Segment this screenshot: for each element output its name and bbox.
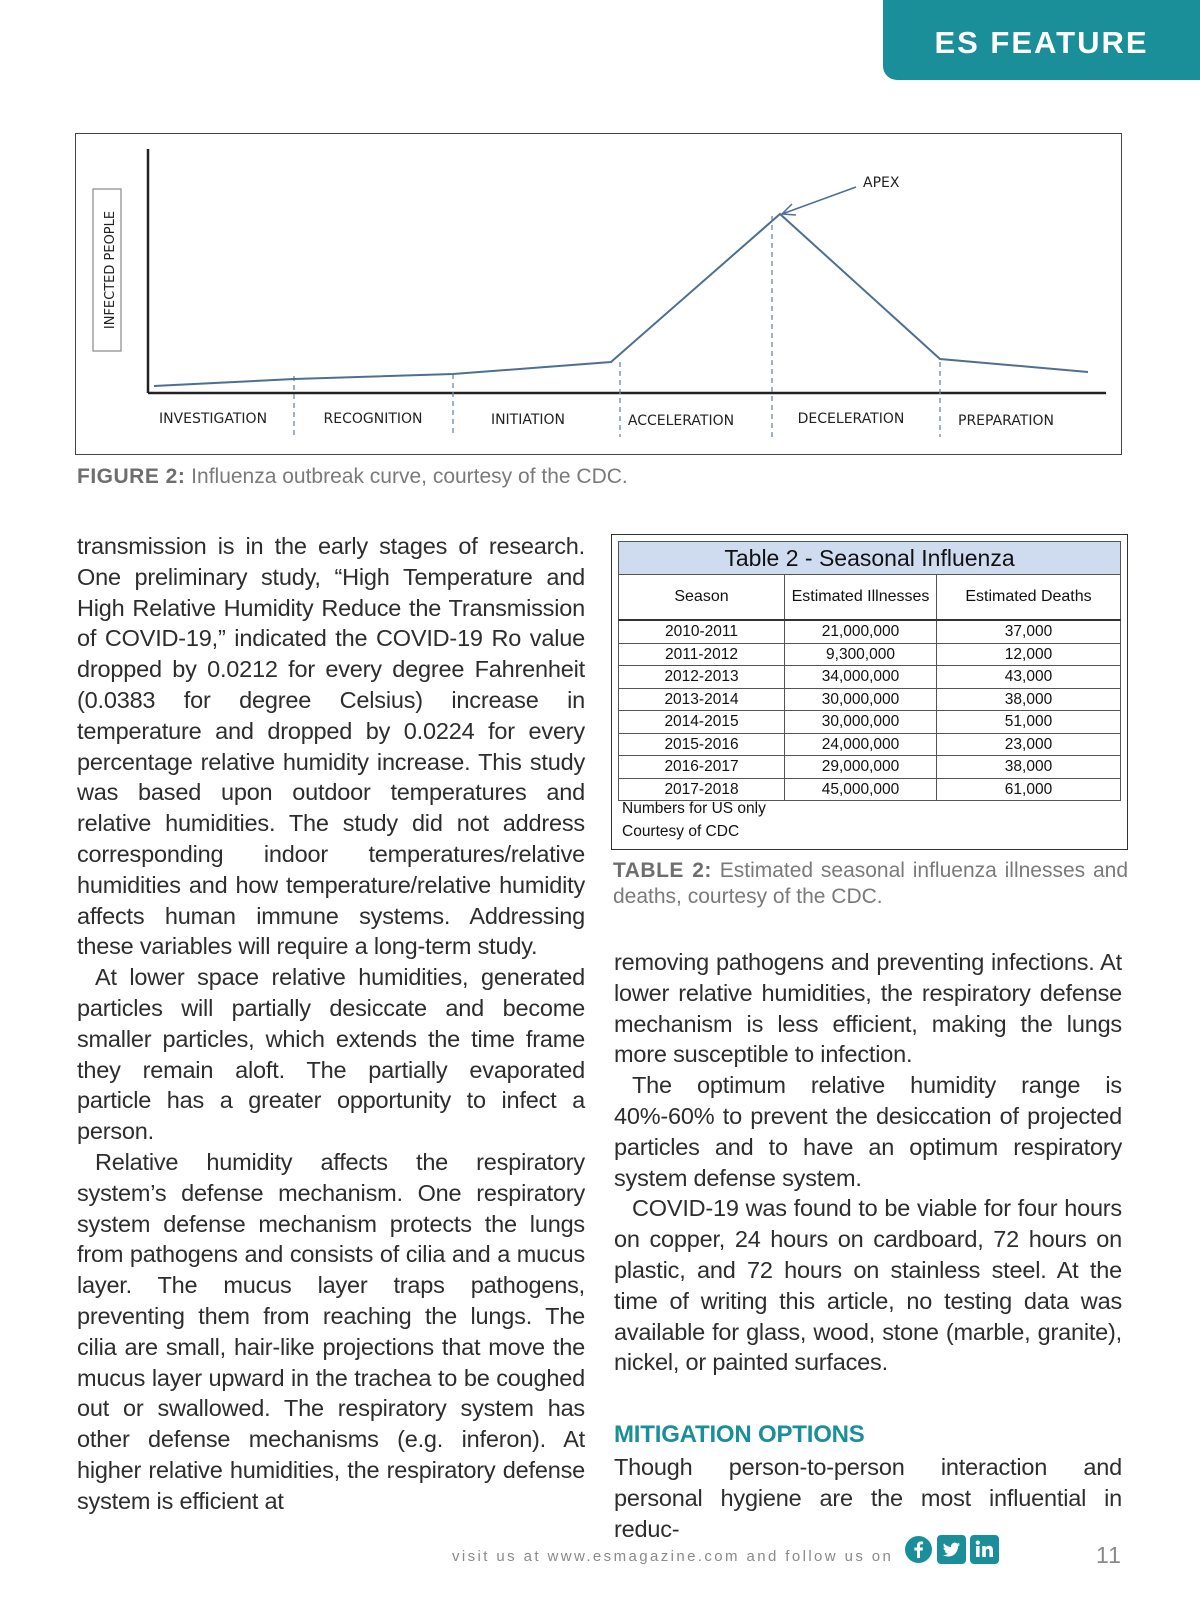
table-cell: 2015-2016: [619, 733, 785, 756]
table-caption-text: Estimated seasonal influenza illnesses and deaths, courtesy of the CDC.: [613, 859, 1128, 908]
body-column-left: [77, 531, 585, 1517]
body-paragraph: Though person-to-person interaction and personal hygiene are the most influential in reduc-: [614, 1454, 1122, 1542]
mitigation-heading: MITIGATION OPTIONS: [614, 1421, 865, 1448]
table-row: [619, 778, 1121, 801]
table-cell: 21,000,000: [785, 620, 937, 643]
table-header-row: [619, 575, 1121, 621]
body-paragraph: At lower space relative humidities, generated particles will partially desiccate and become smaller particles, which extends the time frame they remain aloft. The partially evaporated particle has a greater opportunity to infect a person.: [77, 964, 585, 1145]
twitter-icon[interactable]: [937, 1535, 966, 1564]
table-cell: 2011-2012: [619, 643, 785, 666]
phase-label-acceleration: ACCELERATION: [627, 413, 735, 429]
facebook-icon[interactable]: [904, 1535, 933, 1564]
section-tab-label: ES FEATURE: [934, 25, 1149, 60]
seasonal-influenza-table: [618, 541, 1121, 801]
table-cell: 43,000: [937, 666, 1121, 689]
outbreak-curve: [154, 214, 1088, 386]
y-axis-label: INFECTED PEOPLE: [103, 210, 118, 330]
table-cell: 38,000: [937, 688, 1121, 711]
section-tab: [883, 0, 1200, 80]
outbreak-curve-svg: [76, 134, 1120, 453]
table-row: [619, 643, 1121, 666]
table-row: [619, 620, 1121, 643]
figure-caption-label: FIGURE 2:: [77, 465, 186, 488]
table-cell: 2012-2013: [619, 666, 785, 689]
table-cell: 2014-2015: [619, 711, 785, 734]
seasonal-influenza-table-box: [611, 534, 1128, 850]
page-number: 11: [1096, 1542, 1122, 1568]
phase-label-investigation: INVESTIGATION: [158, 411, 268, 427]
phase-label-recognition: RECOGNITION: [323, 411, 423, 427]
table-title-row: [619, 542, 1121, 575]
body-paragraph: removing pathogens and preventing infections. At lower relative humidities, the respiratory defense mechanism is less efficient, making the lungs more susceptible to infection.: [614, 949, 1122, 1068]
apex-label: APEX: [863, 175, 900, 191]
body-paragraph: COVID-19 was found to be viable for four hours on copper, 24 hours on cardboard, 72 hours on plastic, and 72 hours on stainless steel. At the time of writing this article, no testing data was available for glass, wood, stone (marble, granite), nickel, or painted surfaces.: [614, 1195, 1122, 1376]
table-cell: 24,000,000: [785, 733, 937, 756]
table-title: Table 2 - Seasonal Influenza: [619, 542, 1121, 575]
table-cell: 2013-2014: [619, 688, 785, 711]
table-cell: 38,000: [937, 756, 1121, 779]
body-paragraph: Relative humidity affects the respiratory system’s defense mechanism. One respiratory system defense mechanism protects the lungs from pathogens and consists of cilia and a mucus layer. The mucus layer traps pathogens, preventing them from reaching the lungs. The cilia are small, hair-like projections that move the mucus layer upward in the trachea to be coughed out or swallowed. The respiratory system has other defense mechanisms (e.g. inferon). At higher relative humidities, the respiratory defense system is efficient at: [77, 1148, 585, 1514]
table-cell: 29,000,000: [785, 756, 937, 779]
apex-arrow: [782, 187, 856, 214]
body-paragraph: transmission is in the early stages of research. One preliminary study, “High Temperature and High Relative Humidity Reduce the Transmission of COVID-19,” indicated the COVID-19 Ro value dropped by 0.0212 for every degree Fahrenheit (0.0383 for degree Celsius) increase in temperature and dropped by 0.0224 for every percentage relative humidity increase. This study was based upon outdoor temperatures and relative humidities. The study did not address corresponding indoor temperatures/relative humidities and how temperature/relative humidity affects human immune systems. Addressing these variables will require a long-term study.: [77, 533, 585, 960]
outbreak-curve-figure: [75, 133, 1122, 455]
table-row: [619, 666, 1121, 689]
table-cell: 45,000,000: [785, 778, 937, 801]
phase-label-deceleration: DECELERATION: [797, 411, 905, 427]
phase-label-preparation: PREPARATION: [958, 413, 1054, 429]
phase-label-initiation: INITIATION: [490, 412, 566, 428]
linkedin-icon[interactable]: [970, 1535, 999, 1564]
table-caption-label: TABLE 2:: [613, 859, 712, 882]
mitigation-column: [614, 1452, 1122, 1544]
body-column-right: [614, 947, 1122, 1378]
table-cell: 34,000,000: [785, 666, 937, 689]
table-cell: 30,000,000: [785, 711, 937, 734]
table-row: [619, 688, 1121, 711]
table-row: [619, 756, 1121, 779]
table-cell: 37,000: [937, 620, 1121, 643]
table-note-courtesy: Courtesy of CDC: [622, 823, 740, 840]
body-paragraph: The optimum relative humidity range is 40%-60% to prevent the desiccation of projected particles and to have an optimum respiratory system defense system.: [614, 1072, 1122, 1191]
table-cell: 30,000,000: [785, 688, 937, 711]
table-cell: 23,000: [937, 733, 1121, 756]
table-cell: 2017-2018: [619, 778, 785, 801]
table-cell: 2016-2017: [619, 756, 785, 779]
table-cell: 9,300,000: [785, 643, 937, 666]
figure-caption: [77, 464, 628, 490]
table-cell: 2010-2011: [619, 620, 785, 643]
table-cell: 12,000: [937, 643, 1121, 666]
table-row: [619, 711, 1121, 734]
table-cell: 61,000: [937, 778, 1121, 801]
figure-caption-text: Influenza outbreak curve, courtesy of the CDC.: [185, 465, 628, 488]
table-caption: [613, 858, 1128, 910]
column-header-deaths: Estimated Deaths: [937, 575, 1121, 621]
table-note-us-only: Numbers for US only: [622, 800, 766, 817]
column-header-season: Season: [619, 575, 785, 621]
table-cell: 51,000: [937, 711, 1121, 734]
column-header-illnesses: Estimated Illnesses: [785, 575, 937, 621]
footer-visit-text: visit us at www.esmagazine.com and follow us on: [452, 1548, 894, 1565]
table-row: [619, 733, 1121, 756]
